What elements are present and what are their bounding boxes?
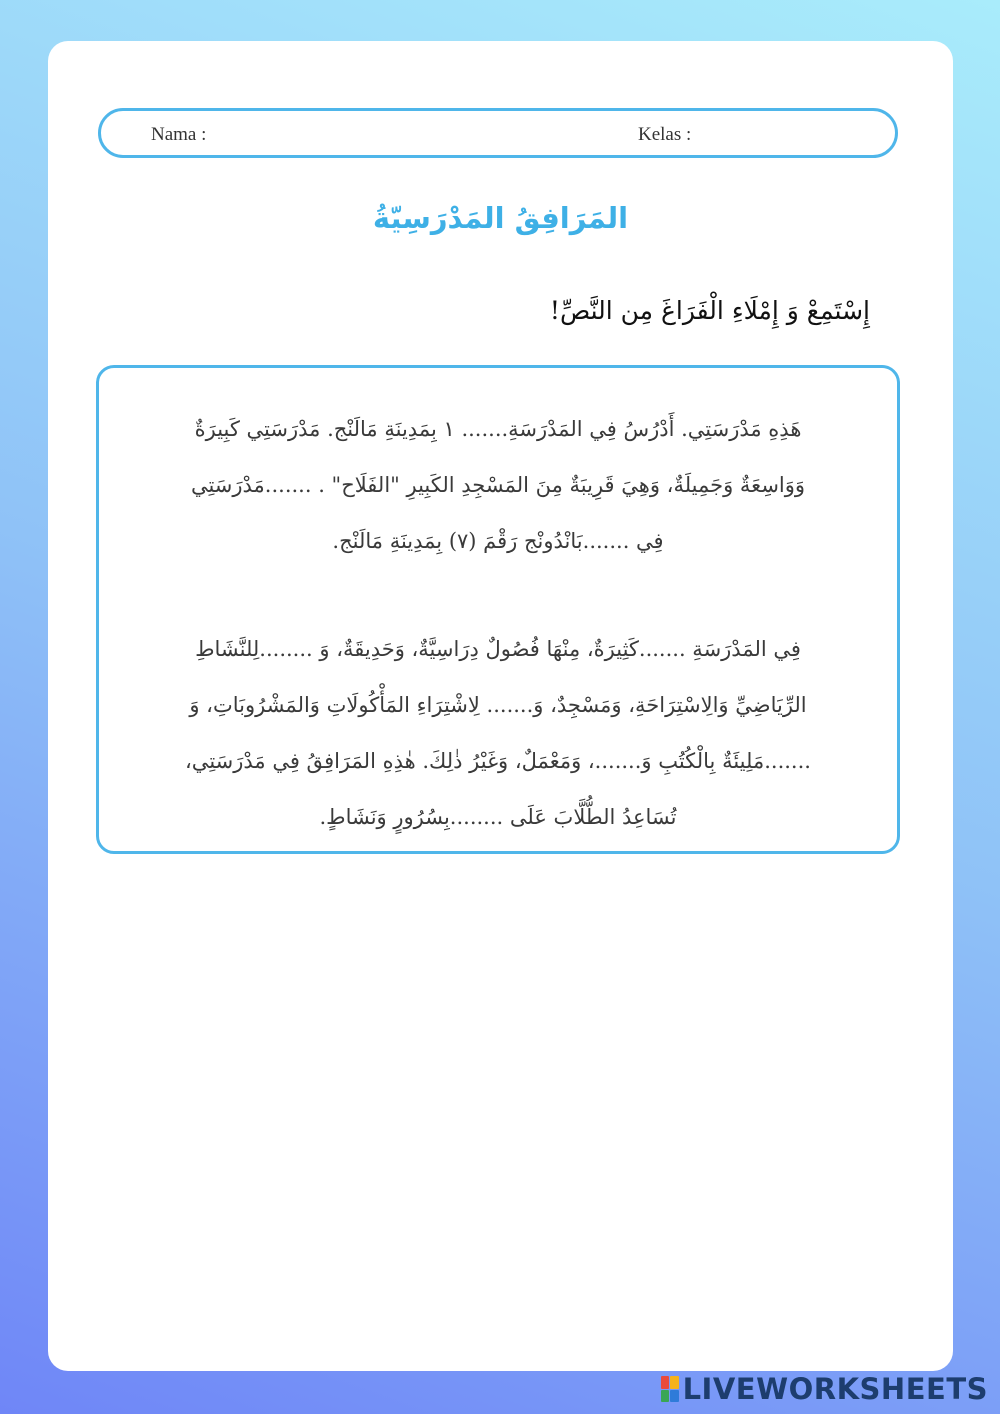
logo-square <box>661 1390 670 1403</box>
logo-square <box>670 1376 679 1389</box>
student-info-bar <box>98 108 898 158</box>
paragraph-line: .......مَلِيئَةٌ بِالْكُتُبِ وَ.......، وَمَعْمَلٌ، وَغَيْرُ ذٰلِكَ. هٰذِهِ المَرَافِقُ فِي مَدْرَسَتِي، <box>185 749 811 773</box>
paragraph-line: فِي المَدْرَسَةِ .......كَثِيرَةٌ، مِنْهَا فُصُولٌ دِرَاسِيَّةٌ، وَحَدِيقَةٌ، وَ ........لِلنَّشَاطِ <box>195 637 801 661</box>
paragraph-line: فِي .......بَانْدُونْج رَقْمَ (٧) بِمَدِينَةِ مَالَنْج. <box>332 529 664 553</box>
paragraph-1 <box>139 401 857 569</box>
paragraph-spacer <box>139 569 857 621</box>
paragraph-line: تُسَاعِدُ الطُّلَّابَ عَلَى ........بِسُرُورٍ وَنَشَاطٍ. <box>319 805 677 829</box>
paragraph-2 <box>139 621 857 845</box>
paragraph-line: هَذِهِ مَدْرَسَتِي. أَدْرُسُ فِي المَدْرَسَةِ....... ١ بِمَدِينَةِ مَالَنْج. مَدْرَسَتِي كَبِيرَةٌ <box>194 417 802 441</box>
paragraph-line: الرِّيَاضِيِّ وَالِاسْتِرَاحَةِ، وَمَسْجِدٌ، وَ....... لِاشْتِرَاءِ المَأْكُولَاتِ وَالمَشْرُوبَاتِ، وَ <box>189 693 807 717</box>
watermark-text: LIVEWORKSHEETS <box>682 1372 988 1406</box>
instruction-text: إِسْتَمِعْ وَ إِمْلَاءِ الْفَرَاغَ مِن النَّصِّ! <box>549 296 870 325</box>
liveworksheets-watermark <box>661 1372 988 1406</box>
class-label: Kelas : <box>638 124 692 145</box>
liveworksheets-logo-icon <box>661 1376 679 1402</box>
logo-square <box>661 1376 670 1389</box>
worksheet-page <box>48 41 953 1371</box>
worksheet-title: المَرَافِقُ المَدْرَسِيّةُ <box>372 201 629 235</box>
paragraph-line: وَوَاسِعَةٌ وَجَمِيلَةٌ، وَهِيَ قَرِيبَةٌ مِنَ المَسْجِدِ الكَبِيرِ "الفَلَاح" . .......مَدْرَسَتِي <box>190 473 806 497</box>
logo-square <box>670 1390 679 1403</box>
reading-text-box <box>96 365 900 854</box>
name-label: Nama : <box>151 124 207 145</box>
